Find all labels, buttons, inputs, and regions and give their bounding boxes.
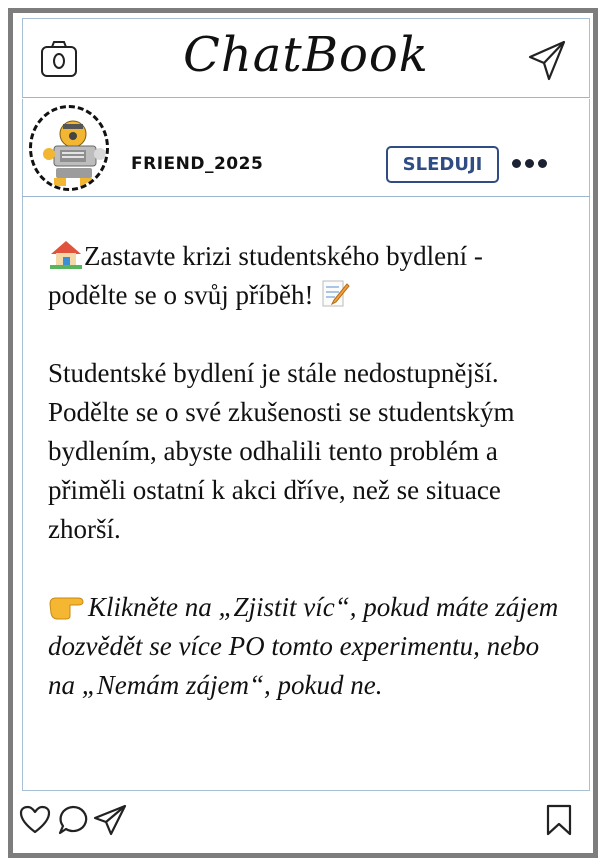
author-username[interactable]: FRIEND_2025: [131, 154, 264, 174]
follow-button[interactable]: SLEDUJI: [386, 146, 499, 183]
post-card: [8, 8, 598, 858]
post-cta-paragraph: [48, 588, 569, 705]
more-dots-icon: [538, 159, 547, 168]
more-options-button[interactable]: [512, 155, 556, 171]
memo-icon: [320, 278, 352, 308]
post-headline-paragraph: [48, 237, 569, 315]
house-icon: [48, 239, 84, 269]
app-title: ChatBook: [183, 27, 429, 83]
robot-avatar-icon: [36, 112, 106, 188]
pointing-hand-icon: [48, 592, 88, 620]
author-row: [22, 99, 590, 197]
avatar[interactable]: [29, 105, 109, 191]
comment-icon[interactable]: [57, 804, 89, 836]
paper-plane-icon: [527, 39, 567, 83]
send-button[interactable]: [527, 39, 567, 83]
post-body: Studentské bydlení je stále nedostupnější. Podělte se o své zkušenosti se studentským bydlením, abyste odhalili tento problém a přiměli ostatní k akci dříve, než se situace zhorší.: [48, 358, 515, 544]
post-content: [22, 197, 590, 791]
heart-icon[interactable]: [19, 804, 51, 836]
action-bar: [13, 795, 593, 855]
post-headline: Zastavte krizi studentského bydlení - podělte se o svůj příběh!: [48, 241, 483, 310]
post-cta: Klikněte na „Zjistit víc“, pokud máte zájem dozvědět se více PO tomto experimentu, nebo na „Nemám zájem“, pokud ne.: [48, 592, 559, 700]
app-header: [22, 18, 590, 98]
bookmark-icon[interactable]: [545, 804, 573, 836]
share-icon[interactable]: [93, 804, 127, 836]
more-dots-icon: [525, 159, 534, 168]
more-dots-icon: [512, 159, 521, 168]
